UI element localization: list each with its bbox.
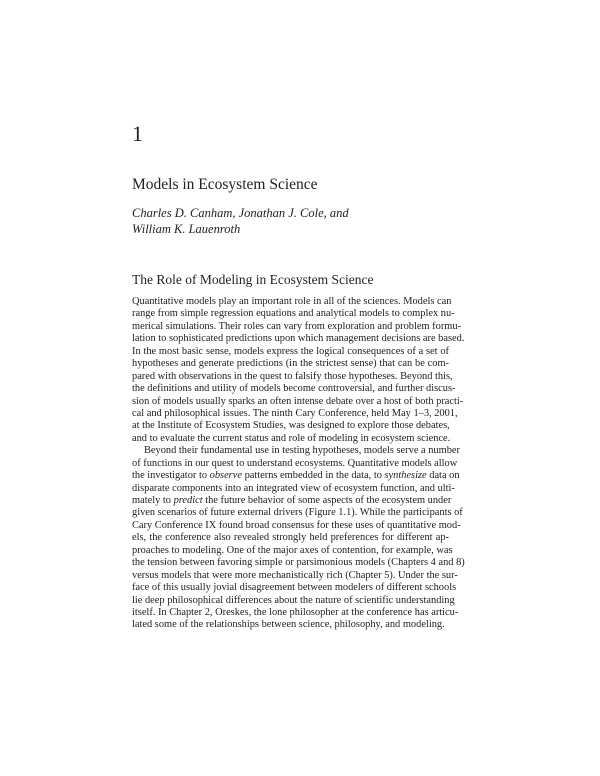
paragraph-line: range from simple regression equations and analytical models to complex nu- [132, 308, 455, 320]
paragraph-line: lation to sophisticated predictions upon which management decisions are based. [132, 333, 465, 345]
paragraph-line: disparate components into an integrated view of ecosystem function, and ulti- [132, 482, 455, 494]
author-list [132, 206, 462, 237]
paragraph-line: given scenarios of future external drivers (Figure 1.1). While the participants of [132, 507, 463, 519]
section-heading: The Role of Modeling in Ecosystem Science [132, 272, 374, 287]
paragraph-line: cal and philosophical issues. The ninth Cary Conference, held May 1–3, 2001, [132, 407, 458, 419]
paragraph-line: at the Institute of Ecosystem Studies, was designed to explore those debates, [132, 420, 450, 432]
chapter-number: 1 [132, 121, 143, 146]
paragraph-line: Cary Conference IX found broad consensus for these uses of quantitative mod- [132, 519, 461, 531]
paragraph-line: lated some of the relationships between science, philosophy, and modeling. [132, 619, 445, 631]
paragraph-line: face of this usually jovial disagreement between modelers of different schools [132, 582, 457, 594]
paragraph-line: versus models that were more mechanistically rich (Chapter 5). Under the sur- [132, 569, 458, 581]
paragraph-line: sion of models usually sparks an often intense debate over a host of both practi- [132, 395, 464, 407]
paragraph-line: lie deep philosophical differences about the nature of scientific understanding [132, 594, 455, 606]
paragraph-line: proaches to modeling. One of the major axes of contention, for example, was [132, 544, 453, 556]
paragraph-line: Beyond their fundamental use in testing hypotheses, models serve a number [144, 445, 460, 457]
paragraph-line: In the most basic sense, models express the logical consequences of a set of [132, 345, 449, 357]
paragraph-line: els, the conference also revealed strongly held preferences for different ap- [132, 532, 449, 544]
chapter-title: Models in Ecosystem Science [132, 176, 318, 193]
paragraph-line: the tension between favoring simple or parsimonious models (Chapters 4 and 8) [132, 557, 465, 569]
paragraph [132, 445, 465, 632]
emphasis: observe [209, 470, 242, 482]
paragraph-line: mately to predict the future behavior of some aspects of the ecosystem under [132, 495, 452, 506]
paragraph-line: the definitions and utility of models become controversial, and further discus- [132, 383, 456, 395]
paragraph-line: itself. In Chapter 2, Oreskes, the lone philosopher at the conference has articu- [132, 606, 459, 618]
paragraph-line: pared with observations in the quest to falsify those hypotheses. Beyond this, [132, 370, 453, 382]
paragraph-line: hypotheses and generate predictions (in the strictest sense) that can be com- [132, 358, 449, 370]
body-text [132, 296, 465, 632]
paragraph-line: and to evaluate the current status and role of modeling in ecosystem science. [132, 432, 451, 444]
author-line-1: Charles D. Canham, Jonathan J. Cole, and [132, 206, 349, 220]
emphasis: predict [173, 495, 203, 506]
paragraph-line: Quantitative models play an important role in all of the sciences. Models can [132, 296, 452, 307]
paragraph-line: the investigator to observe patterns embedded in the data, to synthesize data on [132, 470, 460, 482]
paragraph [132, 296, 465, 445]
emphasis: synthesize [384, 470, 427, 482]
paragraph-line: of functions in our quest to understand ecosystems. Quantitative models allow [132, 457, 458, 469]
author-line-2: William K. Lauenroth [132, 221, 241, 236]
paragraph-line: merical simulations. Their roles can vary from exploration and problem formu- [132, 320, 462, 332]
